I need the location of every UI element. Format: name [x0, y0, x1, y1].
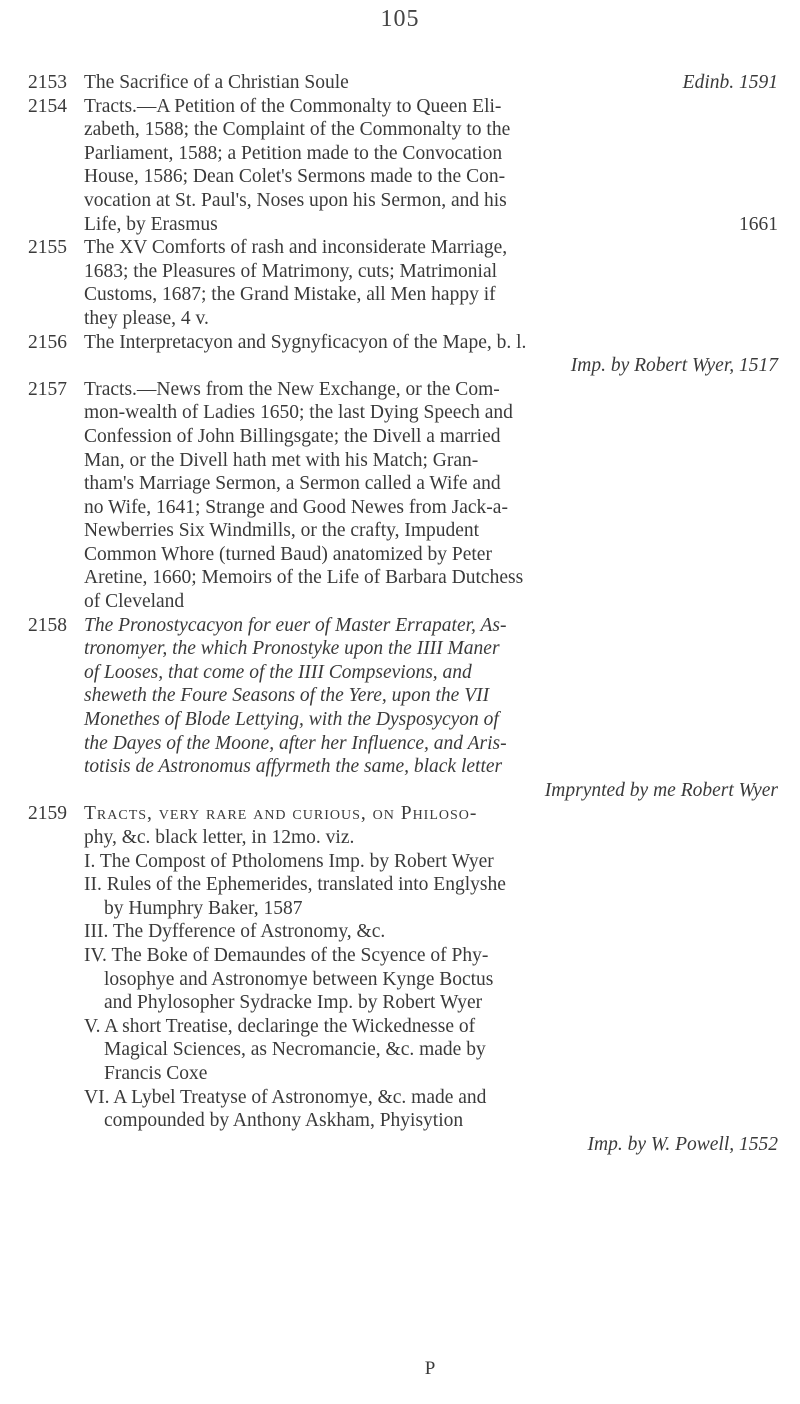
entry-number: 2156 — [28, 331, 67, 353]
entry-line: V. A short Treatise, declaringe the Wickednesse of — [84, 1015, 476, 1037]
entry-line: Man, or the Divell hath met with his Match; Gran- — [84, 449, 479, 471]
entry-imprint: Imprynted by me Robert Wyer — [544, 779, 778, 801]
sub-item — [84, 850, 778, 874]
entry-title: The Sacrifice of a Christian Soule — [84, 72, 349, 93]
entry-line: losophye and Astronomye between Kynge Boctus — [104, 968, 494, 990]
entry-line: totisis de Astronomus affyrmeth the same, black letter — [84, 756, 503, 778]
entry-text: Life, by Erasmus — [84, 213, 218, 235]
entry-line — [84, 213, 778, 237]
entry-line: tham's Marriage Sermon, a Sermon called a Wife and — [84, 473, 501, 495]
entry-date: 1661 — [739, 213, 778, 235]
entry-line: III. The Dyfference of Astronomy, &c. — [84, 921, 386, 943]
entry-line: Tracts, very rare and curious, on Philoso- — [84, 803, 478, 825]
entry-line: The Interpretacyon and Sygnyficacyon of the Mape, b. l. — [84, 331, 527, 353]
catalogue-entry — [28, 331, 778, 378]
entry-line: 1683; the Pleasures of Matrimony, cuts; Matrimonial — [84, 260, 498, 282]
sub-item — [84, 873, 778, 920]
sub-item — [84, 944, 778, 1015]
entry-line: the Dayes of the Moone, after her Influence, and Aris- — [84, 732, 507, 754]
entry-line: House, 1586; Dean Colet's Sermons made to the Con- — [84, 166, 506, 188]
catalogue-entry — [28, 71, 778, 95]
entry-line: Parliament, 1588; a Petition made to the Convocation — [84, 142, 503, 164]
catalogue-entry — [28, 378, 778, 614]
entry-line: compounded by Anthony Askham, Phyisytion — [104, 1110, 464, 1132]
entry-line: Magical Sciences, as Necromancie, &c. made by — [104, 1039, 486, 1061]
entry-imprint: Imp. by Robert Wyer, 1517 — [570, 355, 778, 377]
entry-line: Monethes of Blode Lettying, with the Dysposycyon of — [84, 709, 499, 731]
entry-line: zabeth, 1588; the Complaint of the Commonalty to the — [84, 119, 511, 141]
entry-line: The XV Comforts of rash and inconsiderate Marriage, — [84, 237, 508, 259]
entry-line: by Humphry Baker, 1587 — [104, 897, 303, 919]
catalogue-entry — [28, 95, 778, 237]
entry-line: no Wife, 1641; Strange and Good Newes from Jack-a- — [84, 496, 508, 518]
entry-line: Customs, 1687; the Grand Mistake, all Men happy if — [84, 284, 496, 306]
entry-imprint: Edinb. 1591 — [682, 72, 778, 93]
entry-number: 2158 — [28, 614, 67, 636]
entry-line — [84, 354, 778, 378]
entry-number: 2157 — [28, 378, 67, 400]
entry-number: 2159 — [28, 803, 67, 825]
entry-line: Tracts.—News from the New Exchange, or the Com- — [84, 378, 500, 400]
entry-imprint: Imp. by W. Powell, 1552 — [587, 1133, 778, 1155]
entry-line: I. The Compost of Ptholomens Imp. by Robert Wyer — [84, 850, 494, 872]
entry-line: and Phylosopher Sydracke Imp. by Robert Wyer — [104, 992, 483, 1014]
page-number: 105 — [380, 6, 420, 32]
entry-line: Aretine, 1660; Memoirs of the Life of Barbara Dutchess — [84, 567, 524, 589]
entry-line — [84, 1133, 778, 1157]
entry-line: Tracts.—A Petition of the Commonalty to Queen Eli- — [84, 95, 502, 117]
entry-number: 2153 — [28, 72, 67, 93]
entry-number: 2154 — [28, 95, 67, 117]
entry-line: of Looses, that come of the IIII Compsevions, and — [84, 661, 472, 683]
entry-line: The Pronostycacyon for euer of Master Errapater, As- — [84, 614, 507, 636]
entry-line: Common Whore (turned Baud) anatomized by Peter — [84, 543, 492, 565]
signature-mark: P — [424, 1358, 436, 1379]
entry-number: 2155 — [28, 237, 67, 259]
entry-line: phy, &c. black letter, in 12mo. viz. — [84, 827, 355, 848]
entry-line: tronomyer, the which Pronostyke upon the IIII Maner — [84, 638, 500, 660]
entry-line: of Cleveland — [84, 591, 185, 613]
entry-line: IV. The Boke of Demaundes of the Scyence of Phy- — [84, 944, 489, 966]
entry-line: Francis Coxe — [104, 1062, 208, 1084]
entry-line: Newberries Six Windmills, or the crafty, Impudent — [84, 520, 480, 542]
entry-line — [84, 71, 778, 95]
catalogue-entry — [28, 802, 778, 1156]
sub-item — [84, 920, 778, 944]
catalogue-entry — [28, 236, 778, 330]
entry-line: they please, 4 v. — [84, 307, 209, 329]
entry-line: sheweth the Foure Seasons of the Yere, upon the VII — [84, 685, 490, 707]
entry-line — [84, 779, 778, 803]
entry-line: vocation at St. Paul's, Noses upon his Sermon, and his — [84, 189, 507, 211]
catalogue-entry — [28, 614, 778, 803]
entry-line: II. Rules of the Ephemerides, translated into Englyshe — [84, 874, 506, 896]
entry-line: mon-wealth of Ladies 1650; the last Dying Speech and — [84, 402, 513, 424]
sub-item — [84, 1015, 778, 1086]
sub-item — [84, 1086, 778, 1157]
catalogue-entries — [28, 71, 778, 1156]
entry-line: Confession of John Billingsgate; the Divell a married — [84, 425, 501, 447]
entry-line: VI. A Lybel Treatyse of Astronomye, &c. made and — [84, 1086, 487, 1108]
